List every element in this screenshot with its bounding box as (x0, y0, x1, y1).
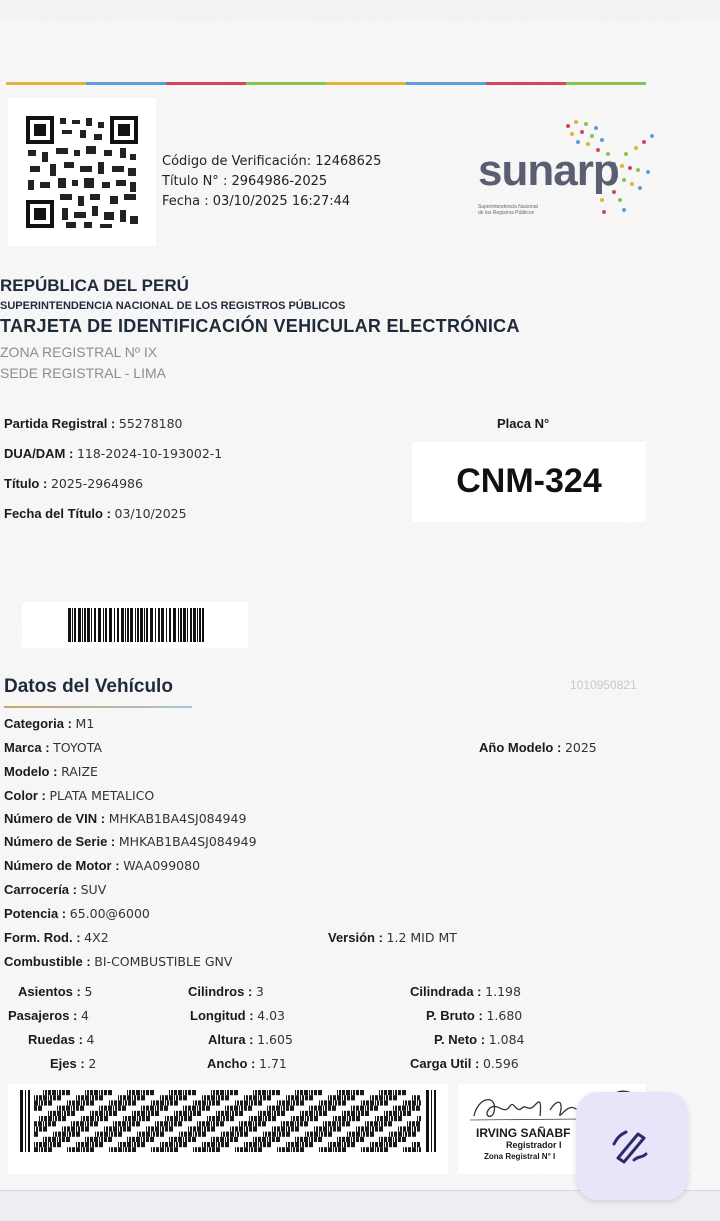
field-vin (4, 811, 246, 826)
verification-info (162, 152, 381, 212)
field-ruedas (28, 1032, 94, 1047)
verification-title: Título N° : 2964986-2025 (162, 174, 328, 189)
field-value: 1.2 MID MT (386, 930, 457, 945)
field-cilindrada (410, 984, 521, 999)
field-label: Partida Registral : (4, 416, 116, 431)
field-label: Ruedas : (28, 1032, 83, 1047)
field-dua (4, 446, 222, 461)
field-anio-modelo (479, 740, 597, 755)
field-label: Form. Rod. : (4, 930, 81, 945)
field-altura (208, 1032, 293, 1047)
field-cilindros (188, 984, 264, 999)
signer-name: IRVING SAÑABF (476, 1126, 571, 1140)
field-value: BI-COMBUSTIBLE GNV (94, 954, 233, 969)
header-republica: REPÚBLICA DEL PERÚ (0, 276, 189, 295)
edit-pen-icon (612, 1128, 652, 1164)
field-categoria (4, 716, 94, 731)
logo-subtitle (478, 204, 588, 216)
verification-code: Código de Verificación: 12468625 (162, 154, 382, 169)
field-value: 4X2 (84, 930, 109, 945)
field-label: Número de Motor : (4, 858, 120, 873)
datos-title: Datos del Vehículo (4, 676, 173, 697)
field-value: MHKAB1BA4SJ084949 (108, 811, 247, 826)
header-superintendencia: SUPERINTENDENCIA NACIONAL DE LOS REGISTROS PÚBLICOS (0, 300, 346, 312)
field-value: 3 (255, 984, 264, 999)
field-value: 5 (84, 984, 93, 999)
field-label: Modelo : (4, 764, 58, 779)
field-label: Número de VIN : (4, 811, 106, 826)
field-label: Pasajeros : (8, 1008, 78, 1023)
edit-fab-button[interactable] (576, 1092, 688, 1200)
field-value: 4.03 (257, 1008, 285, 1023)
placa-box (412, 442, 646, 522)
qr-code (8, 98, 156, 246)
field-value: 1.605 (257, 1032, 293, 1047)
field-value: M1 (75, 716, 95, 731)
field-label: Ejes : (50, 1056, 85, 1071)
field-motor (4, 858, 200, 873)
field-value: RAIZE (61, 764, 98, 779)
field-label: Versión : (328, 930, 383, 945)
field-label: Número de Serie : (4, 834, 116, 849)
field-value: SUV (80, 882, 107, 897)
signer-zone: Zona Registral N° I (484, 1152, 556, 1161)
barcode-icon (68, 608, 204, 642)
field-value: 1.71 (259, 1056, 287, 1071)
field-value: PLATA METALICO (49, 788, 155, 803)
field-value: 118-2024-10-193002-1 (76, 446, 223, 461)
field-p-bruto (426, 1008, 522, 1023)
field-value: MHKAB1BA4SJ084949 (118, 834, 257, 849)
field-label: Combustible : (4, 954, 91, 969)
field-asientos (18, 984, 92, 999)
field-label: Longitud : (190, 1008, 254, 1023)
field-value: 03/10/2025 (114, 506, 187, 521)
field-label: Potencia : (4, 906, 67, 921)
field-label: DUA/DAM : (4, 446, 74, 461)
field-partida (4, 416, 183, 431)
field-carroceria (4, 882, 106, 897)
field-value: 4 (86, 1032, 95, 1047)
header-zona (0, 342, 166, 384)
field-value: 0.596 (482, 1056, 519, 1071)
placa-label: Placa N° (497, 416, 550, 431)
field-label: Altura : (208, 1032, 254, 1047)
verification-date: Fecha : 03/10/2025 16:27:44 (162, 194, 351, 209)
placa-value: CNM-324 (456, 462, 602, 500)
field-label: Marca : (4, 740, 50, 755)
field-value: 2025 (564, 740, 597, 755)
field-longitud (190, 1008, 285, 1023)
datos-underline (4, 706, 192, 708)
document-number: 1010950821 (570, 678, 637, 692)
field-ancho (207, 1056, 287, 1071)
zona-registral: ZONA REGISTRAL Nº IX (0, 344, 158, 360)
field-ejes (50, 1056, 96, 1071)
field-value: TOYOTA (53, 740, 102, 755)
field-color (4, 788, 154, 803)
field-marca (4, 740, 102, 755)
field-value: 1.680 (486, 1008, 523, 1023)
logo-subtitle-line2: de los Registros Públicos (478, 210, 535, 216)
field-value: 55278180 (118, 416, 183, 431)
field-label: Carrocería : (4, 882, 77, 897)
status-area (0, 0, 720, 22)
field-value: 2 (88, 1056, 97, 1071)
field-label: Ancho : (207, 1056, 256, 1071)
field-value: 65.00@6000 (69, 906, 150, 921)
field-value: 2025-2964986 (50, 476, 143, 491)
logo-wordmark: sunarp (478, 146, 619, 195)
field-serie (4, 834, 257, 849)
field-p-neto (434, 1032, 524, 1047)
field-version (328, 930, 457, 945)
sunarp-logo (476, 118, 666, 218)
field-value: WAA099080 (123, 858, 201, 873)
sede-registral: SEDE REGISTRAL - LIMA (0, 365, 166, 381)
field-modelo (4, 764, 98, 779)
field-value: 4 (81, 1008, 89, 1023)
signer-role: Registrador I (506, 1140, 562, 1150)
field-label: P. Neto : (434, 1032, 486, 1047)
field-label: Asientos : (18, 984, 81, 999)
logo-subtitle-line1: Superintendencia Nacional (478, 204, 538, 210)
field-label: P. Bruto : (426, 1008, 483, 1023)
barcode-small (22, 602, 248, 648)
field-form-rod (4, 930, 109, 945)
field-potencia (4, 906, 150, 921)
field-pasajeros (8, 1008, 89, 1023)
barcode-large (8, 1084, 448, 1174)
field-label: Carga Util : (410, 1056, 480, 1071)
header-tarjeta: TARJETA DE IDENTIFICACIÓN VEHICULAR ELECTRÓNICA (0, 316, 520, 336)
field-label: Fecha del Título : (4, 506, 111, 521)
field-label: Cilindros : (188, 984, 253, 999)
field-label: Categoria : (4, 716, 72, 731)
field-label: Año Modelo : (479, 740, 562, 755)
field-titulo (4, 476, 143, 491)
pdf417-barcode-icon (20, 1090, 436, 1152)
field-value: 1.084 (488, 1032, 525, 1047)
field-combustible (4, 954, 232, 969)
field-carga-util (410, 1056, 519, 1071)
vehicle-card (0, 22, 720, 1190)
field-label: Color : (4, 788, 46, 803)
qr-code-icon (26, 116, 138, 228)
field-label: Título : (4, 476, 48, 491)
field-label: Cilindrada : (410, 984, 482, 999)
decorative-color-line (6, 82, 646, 85)
field-value: 1.198 (485, 984, 521, 999)
field-fecha-titulo (4, 506, 187, 521)
